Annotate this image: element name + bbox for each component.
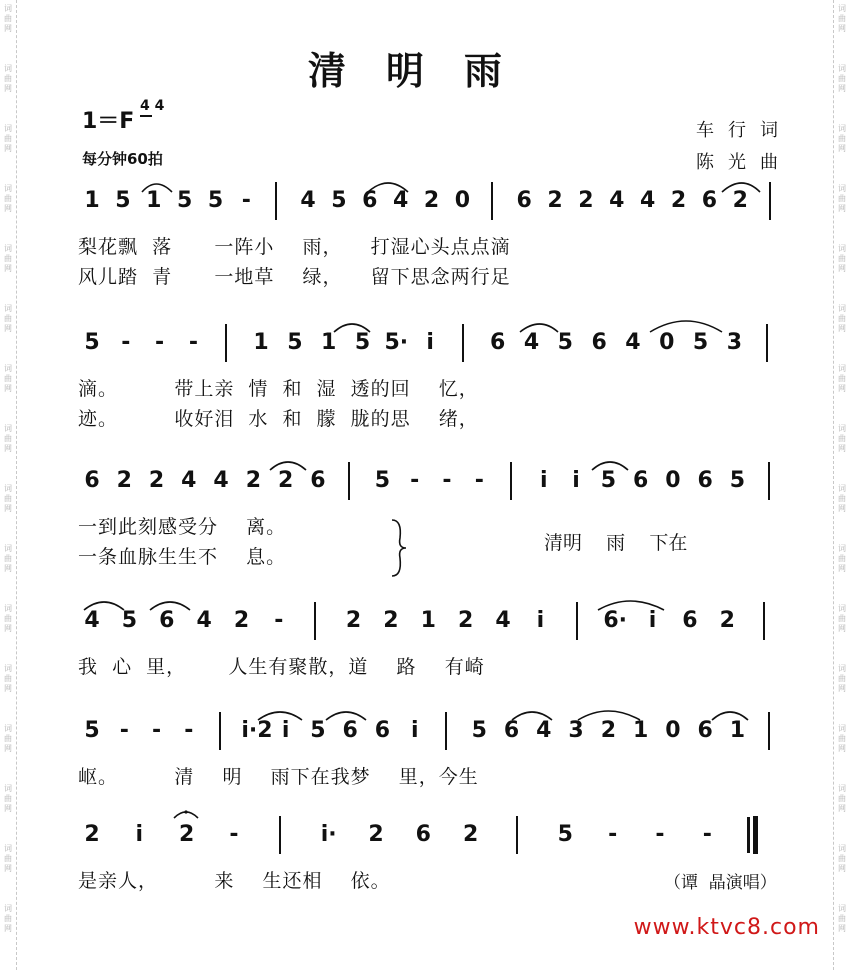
note: 5 xyxy=(310,718,326,743)
barline xyxy=(279,816,281,854)
note: 5 xyxy=(176,188,193,213)
note: 5· xyxy=(384,330,409,355)
side-watermark-text: 词 曲 网 xyxy=(838,604,846,633)
note: 0 xyxy=(454,188,471,213)
note: 1 xyxy=(729,718,746,743)
side-watermark-text: 词 曲 网 xyxy=(838,124,846,153)
side-watermark-text: 词 曲 网 xyxy=(838,244,846,273)
note: 5 xyxy=(729,468,746,493)
note: 4 xyxy=(639,188,656,213)
side-watermark-text: 词 曲 网 xyxy=(838,484,846,513)
note: 5 xyxy=(557,822,573,847)
note: 2 xyxy=(345,608,362,633)
barline xyxy=(225,324,227,362)
barline xyxy=(763,602,765,640)
note: i· xyxy=(320,822,337,847)
note: 3 xyxy=(726,330,743,355)
note: 5 xyxy=(287,330,303,355)
note: 5 xyxy=(121,608,138,633)
note: 3 xyxy=(568,718,584,743)
lyric-line: 岖。 清 明 雨下在我梦 里，今生 xyxy=(78,766,479,788)
note: i·2 xyxy=(241,718,273,743)
barline xyxy=(766,324,768,362)
note: - xyxy=(274,608,284,633)
note: 6 xyxy=(310,468,326,493)
note: i xyxy=(536,608,545,633)
note: 2 xyxy=(458,608,474,633)
barline xyxy=(768,712,770,750)
note: 2 xyxy=(116,468,132,493)
note: 5 xyxy=(84,718,100,743)
note: - xyxy=(155,330,165,355)
note: i xyxy=(135,822,144,847)
barline xyxy=(219,712,221,750)
barline xyxy=(768,462,770,500)
note: 5 xyxy=(207,188,224,213)
note: 6 xyxy=(374,718,391,743)
note: 4 xyxy=(300,188,316,213)
side-watermark-text: 词 曲 网 xyxy=(4,784,12,813)
note: 6 xyxy=(503,718,520,743)
time-signature-bottom: 4 xyxy=(154,98,165,114)
lyric-line: 我 心 里， 人生有聚散，道 路 有崎 xyxy=(78,656,485,678)
side-watermark-text: 词 曲 网 xyxy=(838,304,846,333)
note: 2 xyxy=(383,608,399,633)
note: 4 xyxy=(536,718,552,743)
note: 4 xyxy=(393,188,409,213)
side-watermark-text: 词 曲 网 xyxy=(4,544,12,573)
note: i xyxy=(281,718,290,743)
barline xyxy=(445,712,447,750)
lyric-line: 滴。 带上亲 情 和 湿 透的回 忆， xyxy=(78,378,479,400)
note: 2 xyxy=(732,188,748,213)
tempo-marking: 每分钟60拍 xyxy=(82,150,163,168)
side-watermark-text: 词 曲 网 xyxy=(4,124,12,153)
note: 4 xyxy=(181,468,197,493)
side-watermark-text: 词 曲 网 xyxy=(838,64,846,93)
composer-credit: 陈光曲 xyxy=(696,152,792,173)
side-watermark-text: 词 曲 网 xyxy=(838,364,846,393)
note: - xyxy=(608,822,618,847)
note: 5 xyxy=(471,718,487,743)
note: 2 xyxy=(245,468,262,493)
note: 0 xyxy=(665,468,681,493)
site-watermark: www.ktvc8.com xyxy=(633,915,820,940)
note: 6· xyxy=(603,608,627,633)
final-barline xyxy=(753,816,758,854)
note: 6 xyxy=(84,468,100,493)
side-watermark-text: 词 曲 网 xyxy=(838,424,846,453)
lyric-line: 一条血脉生生不 息。 xyxy=(78,546,287,568)
note: 0 xyxy=(659,330,675,355)
note: 0 xyxy=(665,718,681,743)
note: 4 xyxy=(495,608,511,633)
note: 4 xyxy=(609,188,625,213)
side-watermark-text: 词 曲 网 xyxy=(4,244,12,273)
note: 1 xyxy=(146,188,162,213)
note: i xyxy=(572,468,580,493)
barline xyxy=(576,602,578,640)
note: 5 xyxy=(600,468,617,493)
lyric-line: 风儿踏 青 一地草 绿， 留下思念两行足 xyxy=(78,266,511,288)
side-watermark-text: 词 曲 网 xyxy=(838,904,846,933)
note: - xyxy=(119,718,129,743)
note: 2 xyxy=(578,188,594,213)
note: 6 xyxy=(159,608,175,633)
note: 6 xyxy=(682,608,698,633)
note: 5 xyxy=(331,188,347,213)
left-watermark-strip xyxy=(0,0,17,970)
note: 6 xyxy=(362,188,378,213)
side-watermark-text: 词 曲 网 xyxy=(4,4,12,33)
note: 1 xyxy=(253,330,269,355)
note: 6 xyxy=(632,468,649,493)
side-watermark-text: 词 曲 网 xyxy=(4,64,12,93)
barline xyxy=(491,182,493,220)
note: 5 xyxy=(692,330,709,355)
note: - xyxy=(410,468,420,493)
note: 2 xyxy=(670,188,687,213)
note: 4 xyxy=(625,330,641,355)
note: 6 xyxy=(697,718,713,743)
time-signature xyxy=(140,98,164,114)
side-watermark-text: 词 曲 网 xyxy=(838,784,846,813)
note: i xyxy=(410,718,419,743)
time-signature-top: 4 xyxy=(140,98,150,114)
note: 2 xyxy=(547,188,563,213)
note: 1 xyxy=(321,330,337,355)
note: 5 xyxy=(115,188,131,213)
note: 2 xyxy=(179,822,195,847)
barline xyxy=(462,324,464,362)
note: - xyxy=(151,718,162,743)
note: 1 xyxy=(420,608,436,633)
note: 5 xyxy=(557,330,573,355)
side-watermark-text: 词 曲 网 xyxy=(4,184,12,213)
note: 4 xyxy=(84,608,100,633)
note: - xyxy=(702,822,712,847)
barline xyxy=(348,462,350,500)
note: - xyxy=(229,822,239,847)
note: 4 xyxy=(196,608,212,633)
side-watermark-text: 词 曲 网 xyxy=(4,424,12,453)
note: i xyxy=(648,608,657,633)
note: 6 xyxy=(701,188,718,213)
note: 6 xyxy=(591,330,607,355)
lyric-line: 一到此刻感受分 离。 xyxy=(78,516,287,538)
note: 2 xyxy=(423,188,440,213)
note: 6 xyxy=(490,330,506,355)
side-watermark-text: 词 曲 网 xyxy=(838,544,846,573)
note: 6 xyxy=(697,468,713,493)
side-watermark-text: 词 曲 网 xyxy=(4,604,12,633)
note: 5 xyxy=(354,330,371,355)
note: - xyxy=(188,330,198,355)
note: 2 xyxy=(719,608,735,633)
side-watermark-text: 词 曲 网 xyxy=(838,724,846,753)
side-watermark-text: 词 曲 网 xyxy=(838,844,846,873)
barline xyxy=(516,816,518,854)
note: 1 xyxy=(632,718,649,743)
right-watermark-strip xyxy=(833,0,850,970)
note: 4 xyxy=(213,468,229,493)
note: 4 xyxy=(523,330,540,355)
note: - xyxy=(121,330,131,355)
note: 6 xyxy=(342,718,358,743)
note: 2 xyxy=(463,822,479,847)
note: i xyxy=(426,330,434,355)
note: 2 xyxy=(84,822,100,847)
performer-credit: （谭 晶演唱） xyxy=(664,873,777,893)
barline xyxy=(769,182,771,220)
side-watermark-text: 词 曲 网 xyxy=(4,304,12,333)
side-watermark-text: 词 曲 网 xyxy=(4,484,12,513)
side-watermark-text: 词 曲 网 xyxy=(4,364,12,393)
note: - xyxy=(241,188,251,213)
lyric-line: 是亲人， 来 生还相 依。 xyxy=(78,870,391,892)
note: 2 xyxy=(368,822,384,847)
note: - xyxy=(474,468,484,493)
side-watermark-text: 词 曲 网 xyxy=(4,724,12,753)
note: 2 xyxy=(233,608,250,633)
barline xyxy=(510,462,512,500)
note: - xyxy=(184,718,194,743)
side-watermark-text: 词 曲 网 xyxy=(4,664,12,693)
barline xyxy=(314,602,316,640)
chorus-lead-lyric: 清明 雨 下在 xyxy=(544,532,688,554)
note: i xyxy=(540,468,548,493)
side-watermark-text: 词 曲 网 xyxy=(838,4,846,33)
note: 5 xyxy=(374,468,391,493)
note: 5 xyxy=(84,330,100,355)
lyric-line: 梨花飘 落 一阵小 雨， 打湿心头点点滴 xyxy=(78,236,511,258)
note: 6 xyxy=(415,822,431,847)
key-signature: 1＝F xyxy=(82,109,135,134)
side-watermark-text: 词 曲 网 xyxy=(4,844,12,873)
song-title: 清明雨 xyxy=(307,49,542,93)
side-watermark-text: 词 曲 网 xyxy=(4,904,12,933)
barline xyxy=(275,182,277,220)
note: 2 xyxy=(148,468,165,493)
side-watermark-text: 词 曲 网 xyxy=(838,664,846,693)
side-watermark-text: 词 曲 网 xyxy=(838,184,846,213)
note: - xyxy=(442,468,452,493)
note: 1 xyxy=(84,188,100,213)
lyricist-credit: 车行词 xyxy=(696,120,792,141)
note: 2 xyxy=(600,718,617,743)
note: 2 xyxy=(277,468,294,493)
lyric-line: 迹。 收好泪 水 和 朦 胧的思 绪， xyxy=(78,408,479,430)
note: - xyxy=(655,822,665,847)
note: 6 xyxy=(516,188,532,213)
